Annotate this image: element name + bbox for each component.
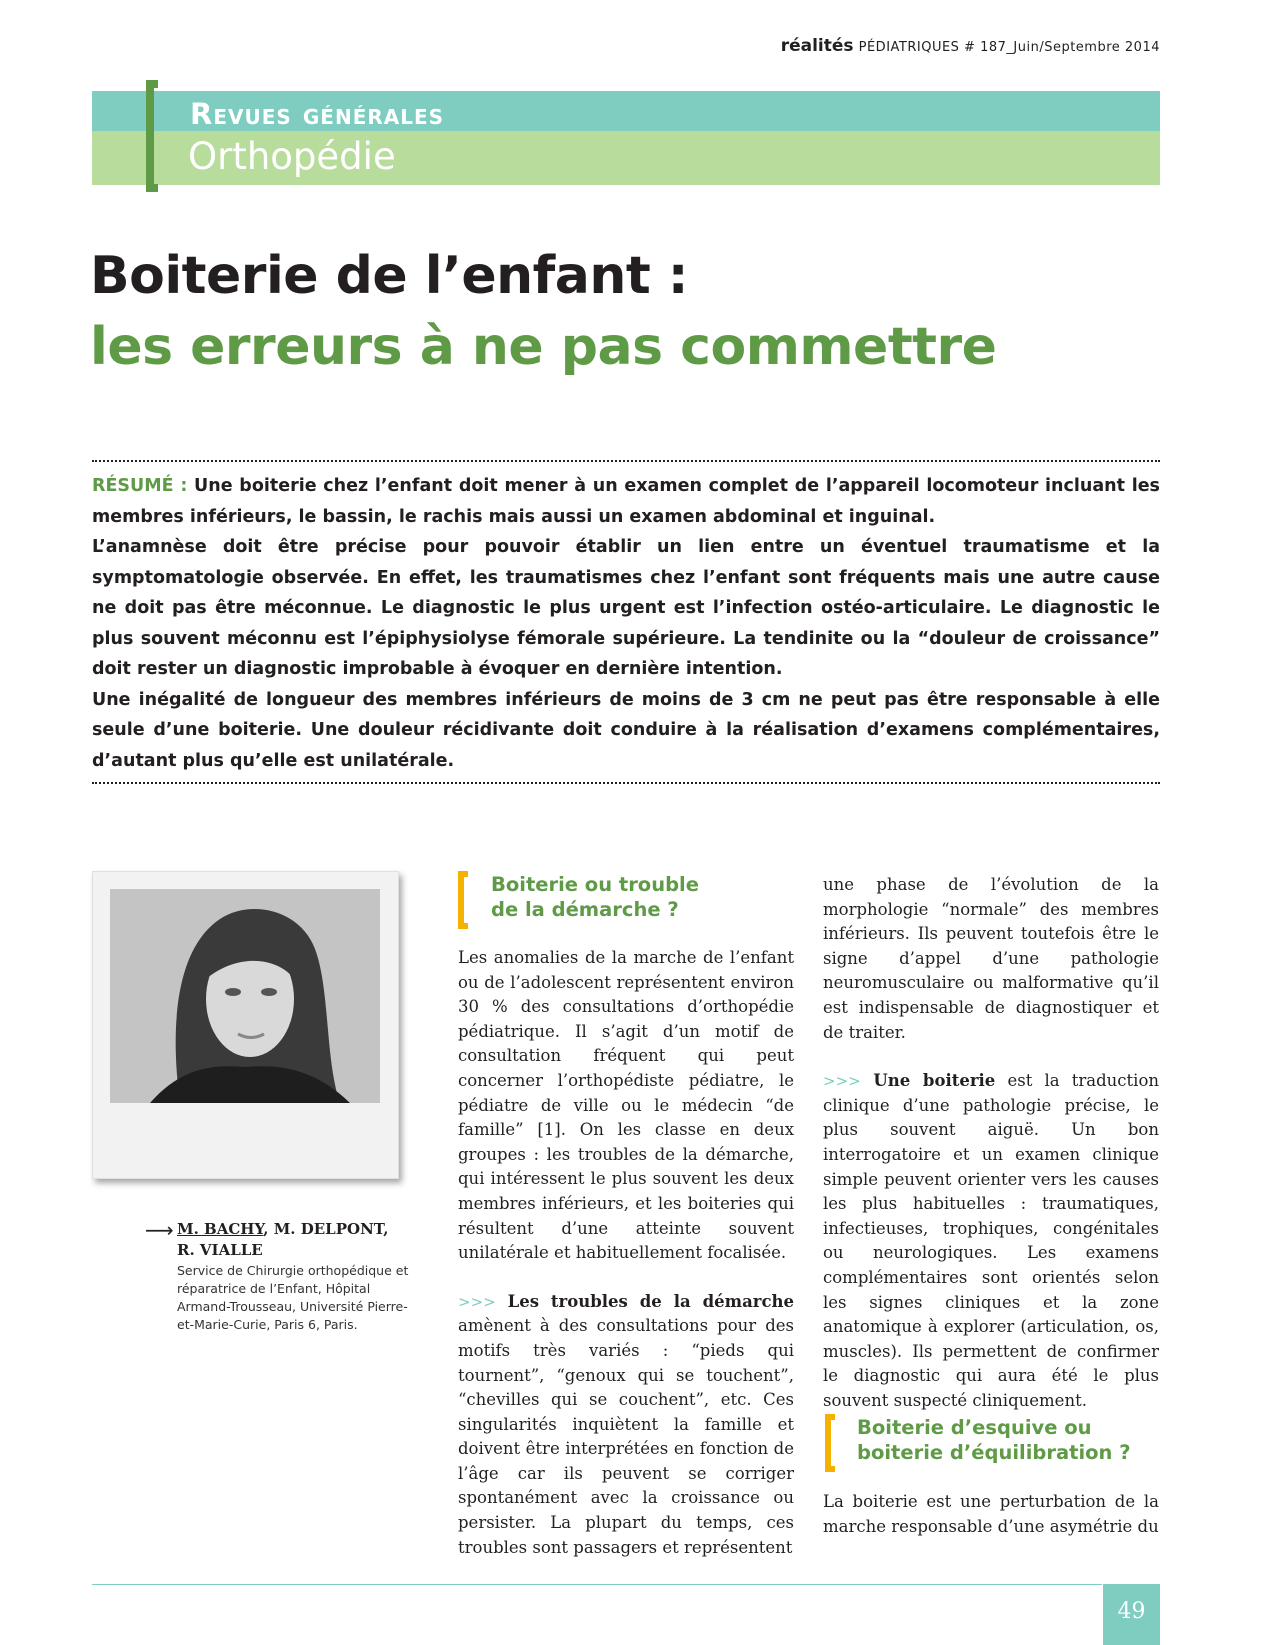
text-column [823, 1490, 1159, 1539]
heading-bracket-icon [458, 871, 468, 929]
abstract-paragraph: L’anamnèse doit être précise pour pouvoir établir un lien entre un éventuel traumatisme et la symptomatologie observée. En effet, les traumatismes chez l’enfant sont fréquents mais une autre cause ne doit pas être méconnue. Le diagnostic le plus urgent est l’infection ostéo-articulaire. Le diagnostic le plus souvent méconnu est l’épiphysiolyse fémorale supérieure. La tendinite ou la “douleur de croissance” doit rester un diagnostic improbable à évoquer en dernière intention. [92, 537, 1160, 679]
chevron-marker-icon: >>> [458, 1292, 496, 1311]
page-number: 49 [1103, 1584, 1160, 1645]
journal-brand: réalités [780, 36, 854, 56]
abstract-paragraph [92, 471, 1160, 532]
running-head [92, 36, 1160, 56]
abstract-label: RÉSUMÉ : [92, 476, 188, 496]
chevron-marker-icon: >>> [823, 1072, 861, 1091]
author-lead: M. BACHY [177, 1220, 264, 1238]
section-heading-line: Boiterie ou trouble [491, 873, 699, 896]
author-photo [110, 889, 380, 1103]
body-text: est la traduction clinique d’une pathologie précise, le plus souvent aiguë. Un bon interrogatoire et un examen clinique simple peuvent orienter vers les causes les plus habituelles : traumatiques, infectieuses, trophiques, congénitales ou neurologiques. Les examens complémentaires sont orientés selon les signes cliniques et la zone anatomique à explorer (articulation, os, muscles). Ils permettent de confirmer le diagnostic qui aura été le plus souvent suspecté cliniquement. [823, 1071, 1160, 1410]
body-paragraph: La boiterie est une perturbation de la marche responsable d’une asymétrie du [823, 1492, 1159, 1536]
article-subtitle: les erreurs à ne pas commettre [90, 317, 997, 377]
body-paragraph [458, 1290, 794, 1561]
section-heading-line: boiterie d’équilibration ? [857, 1441, 1131, 1464]
author-others: , M. DELPONT, [263, 1220, 389, 1238]
abstract-divider-top [92, 460, 1160, 462]
section-heading-line: Boiterie d’esquive ou [857, 1416, 1092, 1439]
section-title: Revues générales [190, 97, 445, 131]
body-bold-lead: Une boiterie [860, 1071, 996, 1091]
abstract [92, 471, 1160, 776]
abstract-divider-bottom [92, 782, 1160, 784]
body-paragraph: une phase de l’évolution de la morphologie “normale” des membres inférieurs. Ils peuvent toutefois être le signe d’appel d’une pathologie neuromusculaire ou malformative qu’il est indispensable de diagnostiquer et de traiter. [823, 875, 1159, 1042]
banner-bracket-icon [146, 80, 158, 192]
author-names [177, 1219, 412, 1261]
author-last: R. VIALLE [177, 1241, 263, 1259]
arrow-right-icon: ⟶ [145, 1218, 174, 1242]
section-heading-line: de la démarche ? [491, 898, 679, 921]
body-paragraph: Les anomalies de la marche de l’enfant ou de l’adolescent représentent environ 30 % des consultations d’orthopédie pédiatrique. Il s’agit d’un motif de consultation fréquent qui peut concerner l’orthopédiste pédiatre, le pédiatre de ville ou le médecin “de famille” [1]. On les classe en deux groupes : les troubles de la démarche, qui intéressent le plus souvent les deux membres inférieurs, et les boiteries qui résultent d’une atteinte souvent unilatérale et habituellement focalisée. [458, 948, 794, 1263]
footer-rule [92, 1584, 1102, 1585]
heading-bracket-icon [825, 1414, 835, 1472]
author-affiliation: Service de Chirurgie orthopédique et réparatrice de l’Enfant, Hôpital Armand-Trousseau, Université Pierre-et-Marie-Curie, Paris 6, Paris. [177, 1263, 409, 1332]
body-text: amènent à des consultations pour des motifs très variés : “pieds qui tournent”, “genoux qui se touchent”, “chevilles qui se couchent”, etc. Ces singularités inquiètent la famille et doivent être interprétées en fonction de l’âge car ils peuvent se corriger spontanément avec la croissance ou persister. La plupart du temps, ces troubles sont passagers et représentent [458, 1316, 794, 1557]
text-column [458, 946, 794, 1560]
section-heading [491, 872, 791, 922]
article-title: Boiterie de l’enfant : [90, 246, 689, 306]
section-heading [857, 1415, 1157, 1465]
text-column [823, 873, 1159, 1413]
body-paragraph [823, 1069, 1159, 1413]
section-subtitle: Orthopédie [188, 135, 396, 178]
abstract-text: Une boiterie chez l’enfant doit mener à un examen complet de l’appareil locomoteur incluant les membres inférieurs, le bassin, le rachis mais aussi un examen abdominal et inguinal. [92, 476, 1160, 527]
portrait-illustration [110, 889, 380, 1103]
body-bold-lead: Les troubles de la démarche [495, 1291, 794, 1311]
journal-issue: PÉDIATRIQUES # 187_Juin/Septembre 2014 [858, 40, 1160, 55]
abstract-paragraph: Une inégalité de longueur des membres inférieurs de moins de 3 cm ne peut pas être responsable à elle seule d’une boiterie. Une douleur récidivante doit conduire à la réalisation d’examens complémentaires, d’autant plus qu’elle est unilatérale. [92, 689, 1160, 771]
